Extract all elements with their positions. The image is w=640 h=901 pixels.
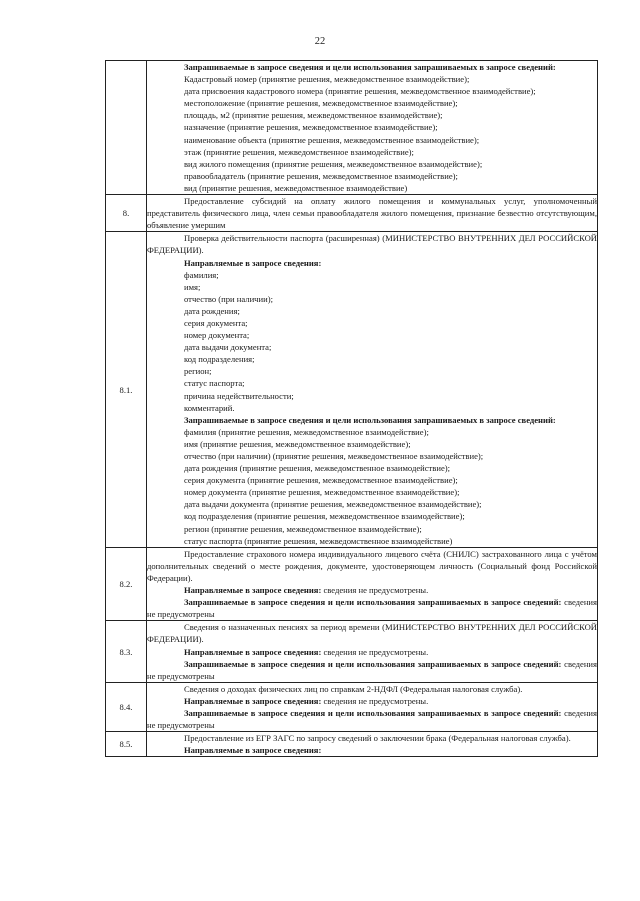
- table-row: [106, 621, 598, 682]
- paragraph: Сведения о доходах физических лиц по справкам 2-НДФЛ (Федеральная налоговая служба).: [184, 683, 523, 694]
- row-content-cell: [147, 195, 598, 232]
- paragraph: фамилия (принятие решения, межведомственное взаимодействие);: [184, 426, 429, 437]
- paragraph: статус паспорта;: [184, 378, 245, 389]
- paragraph: статус паспорта (принятие решения, межведомственное взаимодействие): [184, 535, 453, 546]
- table-row: [106, 682, 598, 731]
- paragraph: площадь, м2 (принятие решения, межведомственное взаимодействие);: [184, 110, 443, 121]
- paragraph: Предоставление субсидий на оплату жилого помещения и коммунальных услуг, уполномоченный представитель физического лица, член семьи правообладателя жилого помещения, признание безвестно отсутствующим, объявление умершим: [147, 196, 597, 231]
- row-content-cell: [147, 547, 598, 621]
- paragraph: [147, 596, 597, 620]
- paragraph: дата выдачи документа (принятие решения, межведомственное взаимодействие);: [184, 499, 482, 510]
- paragraph-text: сведения не предусмотрены.: [323, 646, 429, 657]
- services-table: [105, 60, 598, 757]
- paragraph: Проверка действительности паспорта (расширенная) (МИНИСТЕРСТВО ВНУТРЕННИХ ДЕЛ РОССИЙСКОЙ ФЕДЕРАЦИИ).: [147, 233, 597, 256]
- paragraph: правообладатель (принятие решения, межведомственное взаимодействие);: [184, 170, 458, 181]
- paragraph: Направляемые в запросе сведения:: [184, 745, 322, 756]
- row-content-cell: [147, 61, 598, 195]
- row-number-cell: 8.2.: [106, 547, 147, 621]
- paragraph-label: Направляемые в запросе сведения:: [184, 695, 322, 706]
- paragraph: регион;: [184, 366, 212, 377]
- paragraph: имя (принятие решения, межведомственное взаимодействие);: [184, 438, 411, 449]
- paragraph: комментарий.: [184, 402, 235, 413]
- paragraph: номер документа;: [184, 330, 250, 341]
- paragraph-text: сведения не предусмотрены.: [323, 585, 429, 596]
- table-row: [106, 61, 598, 195]
- row-number-cell: 8.: [106, 195, 147, 232]
- row-content-cell: [147, 732, 598, 757]
- paragraph: [147, 584, 597, 596]
- paragraph: дата выдачи документа;: [184, 342, 272, 353]
- paragraph: код подразделения (принятие решения, межведомственное взаимодействие);: [184, 511, 465, 522]
- paragraph: [147, 695, 597, 707]
- paragraph: местоположение (принятие решения, межведомственное взаимодействие);: [184, 98, 458, 109]
- paragraph: Предоставление из ЕГР ЗАГС по запросу сведений о заключении брака (Федеральная налоговая служба).: [184, 733, 571, 744]
- paragraph-label: Направляемые в запросе сведения:: [184, 646, 322, 657]
- page-number: 22: [314, 36, 326, 47]
- paragraph: Запрашиваемые в запросе сведения и цели использования запрашиваемых в запросе сведений:: [184, 414, 556, 425]
- row-number-cell: [106, 61, 147, 195]
- row-content-cell: [147, 621, 598, 682]
- paragraph: Сведения о назначенных пенсиях за период времени (МИНИСТЕРСТВО ВНУТРЕННИХ ДЕЛ РОССИЙСКОЙ ФЕДЕРАЦИИ).: [147, 622, 597, 645]
- paragraph-text: сведения не предусмотрены: [147, 707, 597, 731]
- paragraph: дата присвоения кадастрового номера (принятие решения, межведомственное взаимодействие);: [184, 86, 536, 97]
- paragraph-label: Запрашиваемые в запросе сведения и цели использования запрашиваемых в запросе сведений:: [184, 597, 562, 608]
- paragraph: назначение (принятие решения, межведомственное взаимодействие);: [184, 122, 438, 133]
- paragraph: Направляемые в запросе сведения:: [184, 257, 322, 268]
- paragraph: серия документа (принятие решения, межведомственное взаимодействие);: [184, 475, 458, 486]
- paragraph-text: сведения не предусмотрены: [147, 597, 597, 620]
- paragraph-label: Направляемые в запросе сведения:: [184, 585, 322, 596]
- row-number-cell: 8.1.: [106, 232, 147, 547]
- paragraph: этаж (принятие решения, межведомственное взаимодействие);: [184, 146, 414, 157]
- paragraph: серия документа;: [184, 317, 248, 328]
- paragraph-label: Запрашиваемые в запросе сведения и цели использования запрашиваемых в запросе сведений:: [184, 707, 562, 718]
- row-content-cell: [147, 232, 598, 547]
- table-body: [106, 61, 598, 757]
- paragraph: [147, 658, 597, 682]
- paragraph: Предоставление страхового номера индивидуального лицевого счёта (СНИЛС) застрахованного лица с учётом дополнительных сведений о месте рождения, документе, удостоверяющем личность (Социальный фонд Российской Федерации).: [147, 548, 597, 583]
- paragraph: имя;: [184, 281, 201, 292]
- paragraph: номер документа (принятие решения, межведомственное взаимодействие);: [184, 487, 460, 498]
- paragraph-text: сведения не предусмотрены: [147, 658, 597, 681]
- paragraph: Запрашиваемые в запросе сведения и цели использования запрашиваемых в запросе сведений:: [184, 62, 556, 72]
- paragraph: [147, 646, 597, 658]
- paragraph: Кадастровый номер (принятие решения, межведомственное взаимодействие);: [184, 74, 470, 85]
- paragraph: [147, 707, 597, 731]
- paragraph: дата рождения (принятие решения, межведомственное взаимодействие);: [184, 463, 451, 474]
- row-content-cell: [147, 682, 598, 731]
- paragraph: код подразделения;: [184, 354, 255, 365]
- paragraph: вид (принятие решения, межведомственное взаимодействие): [184, 182, 408, 193]
- paragraph: фамилия;: [184, 269, 219, 280]
- paragraph: регион (принятие решения, межведомственное взаимодействие);: [184, 523, 422, 534]
- row-number-cell: 8.5.: [106, 732, 147, 757]
- row-number-cell: 8.3.: [106, 621, 147, 682]
- table-row: [106, 195, 598, 232]
- row-number-cell: 8.4.: [106, 682, 147, 731]
- paragraph: вид жилого помещения (принятие решения, межведомственное взаимодействие);: [184, 158, 483, 169]
- paragraph: причина недействительности;: [184, 390, 294, 401]
- table-row: [106, 732, 598, 757]
- paragraph: отчество (при наличии);: [184, 293, 273, 304]
- paragraph: наименование объекта (принятие решения, межведомственное взаимодействие);: [184, 134, 480, 145]
- table-row: [106, 232, 598, 547]
- table-row: [106, 547, 598, 621]
- paragraph: отчество (при наличии) (принятие решения, межведомственное взаимодействие);: [184, 451, 484, 461]
- paragraph-text: сведения не предусмотрены.: [323, 695, 429, 706]
- paragraph-label: Запрашиваемые в запросе сведения и цели использования запрашиваемых в запросе сведений:: [184, 658, 562, 669]
- paragraph: дата рождения;: [184, 305, 240, 316]
